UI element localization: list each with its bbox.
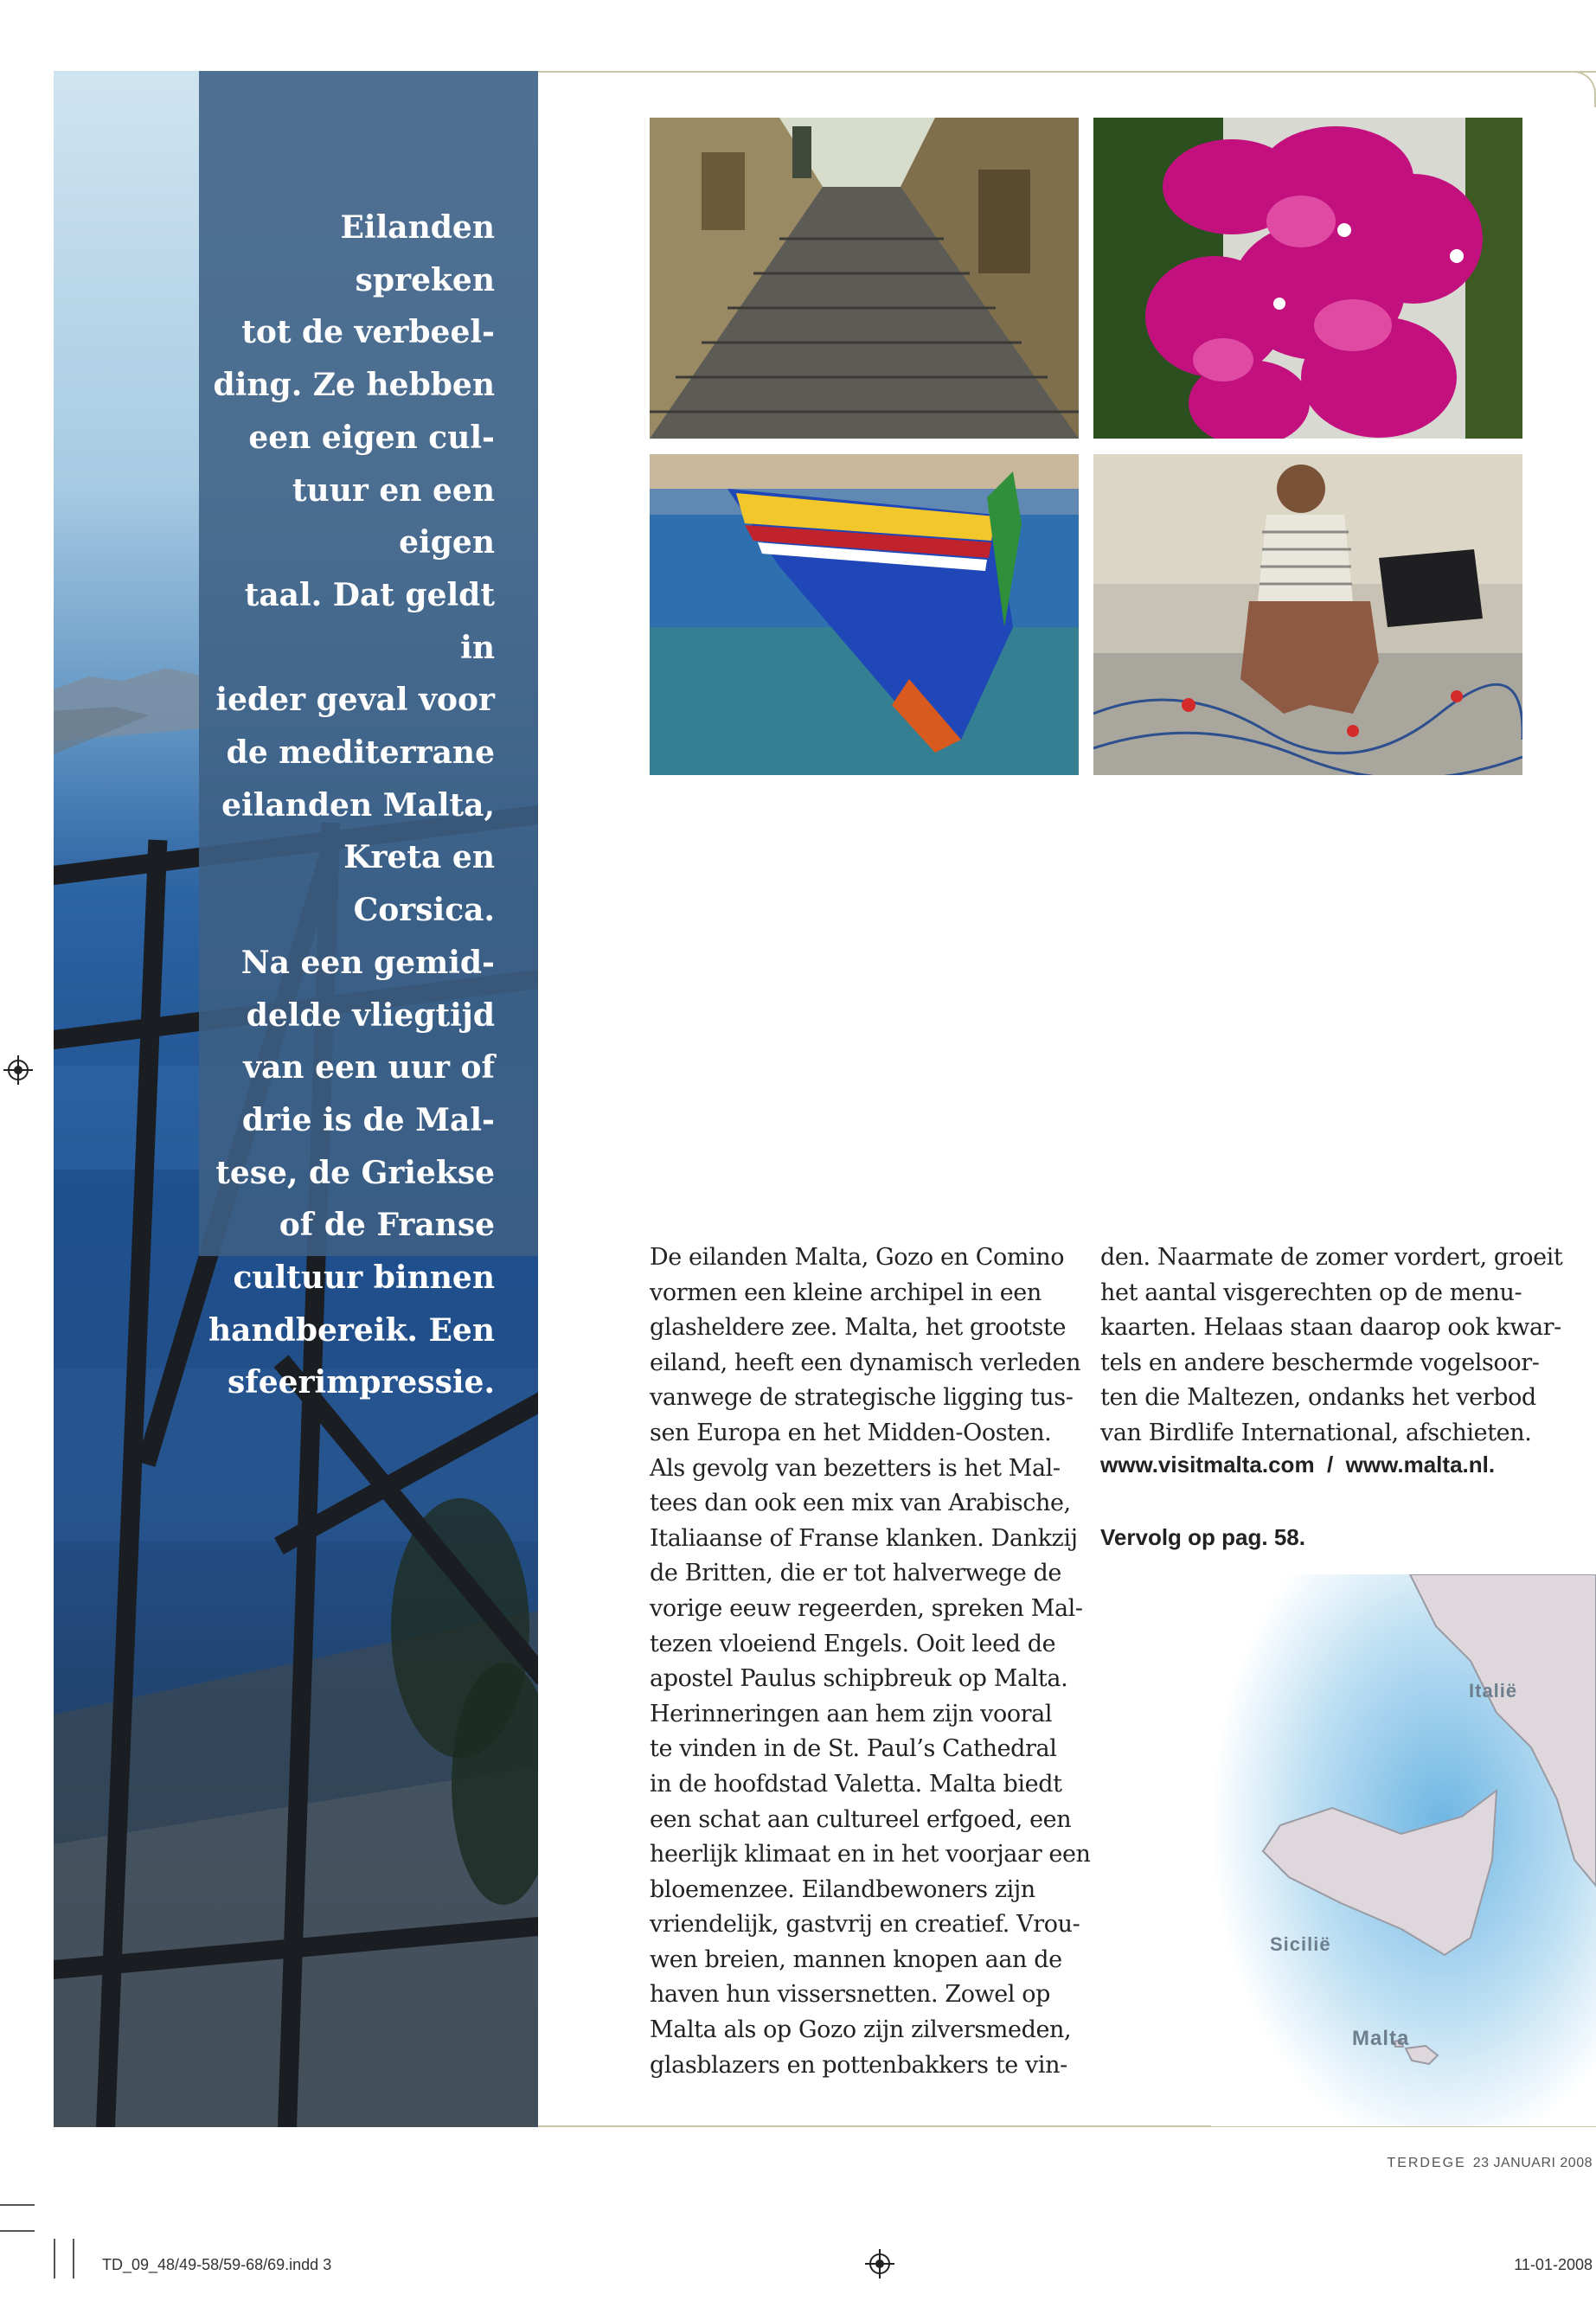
issue-date: 23 JANUARI 2008 <box>1472 2156 1593 2170</box>
crop-mark <box>0 2204 35 2206</box>
photo-valletta-street <box>650 118 1079 439</box>
registration-mark-bottom-icon <box>865 2249 894 2279</box>
website-links[interactable]: www.visitmalta.com / www.malta.nl. <box>1100 1452 1496 1477</box>
page-frame-corner <box>1570 71 1596 107</box>
print-date: 11-01-2008 <box>1514 2256 1593 2273</box>
map-label-sicily: Sicilië <box>1270 1933 1331 1955</box>
magazine-footer <box>1387 2156 1593 2171</box>
crop-mark <box>73 2239 74 2279</box>
crop-mark <box>0 2230 35 2232</box>
photo-luzzu-boat <box>650 454 1079 775</box>
crop-mark <box>54 2239 55 2279</box>
map-label-italy: Italië <box>1469 1680 1518 1702</box>
photo-bougainvillea <box>1093 118 1522 439</box>
photo-fisherman-nets <box>1093 454 1522 775</box>
intro-text: Eilanden spreken tot de verbeel- ding. Ze hebben een eigen cul- tuur en een eigen taal. Dat geldt in ieder geval voor de mediterrane eilanden Malta, Kreta en Corsica. Na een gemid- delde vliegtijd van een uur of drie is de Mal- tese, de Griekse of de Franse cultuur binnen handbereik. Een sfeerimpressie. <box>208 209 495 1401</box>
continued-note: Vervolg op pag. 58. <box>1100 1524 1305 1550</box>
body-column-1: De eilanden Malta, Gozo en Comino vormen een kleine archipel in een glasheldere zee. Malta, het grootste eiland, heeft een dynamisch verleden vanwege de strategische ligging tus- sen Europa en het Midden-Oosten. Als gevolg van bezetters is het Mal- tees dan ook een mix van Arabische, Italiaanse of Franse klanken. Dankzij de Britten, die er tot halverwege de vorige eeuw regeerden, spreken Mal- tezen vloeiend Engels. Ooit leed de apostel Paulus schipbreuk op Malta. Herinneringen aan hem zijn vooral te vinden in de St. Paul’s Cathedral in de hoofdstad Valetta. Malta biedt een schat aan cultureel erfgoed, een heerlijk klimaat en in het voorjaar een bloemenzee. Eilandbewoners zijn vriendelijk, gastvrij en creatief. Vrou- wen breien, mannen knopen aan de haven hun vissersnetten. Zowel op Malta als op Gozo zijn zilversmeden, glasblazers en pottenbakkers te vin- <box>650 1244 1091 2079</box>
magazine-name: TERDEGE <box>1387 2156 1466 2170</box>
registration-mark-icon <box>3 1055 33 1085</box>
file-slug: TD_09_48/49-58/59-68/69.indd 3 <box>102 2256 332 2273</box>
body-column-2: den. Naarmate de zomer vordert, groeit het aantal visgerechten op de menu- kaarten. Helaas staan daarop ook kwar- tels en andere beschermde vogelsoor- ten die Maltezen, ondanks het verbod van Birdlife International, afschieten. <box>1100 1244 1563 1446</box>
map-label-malta: Malta <box>1352 2027 1410 2050</box>
